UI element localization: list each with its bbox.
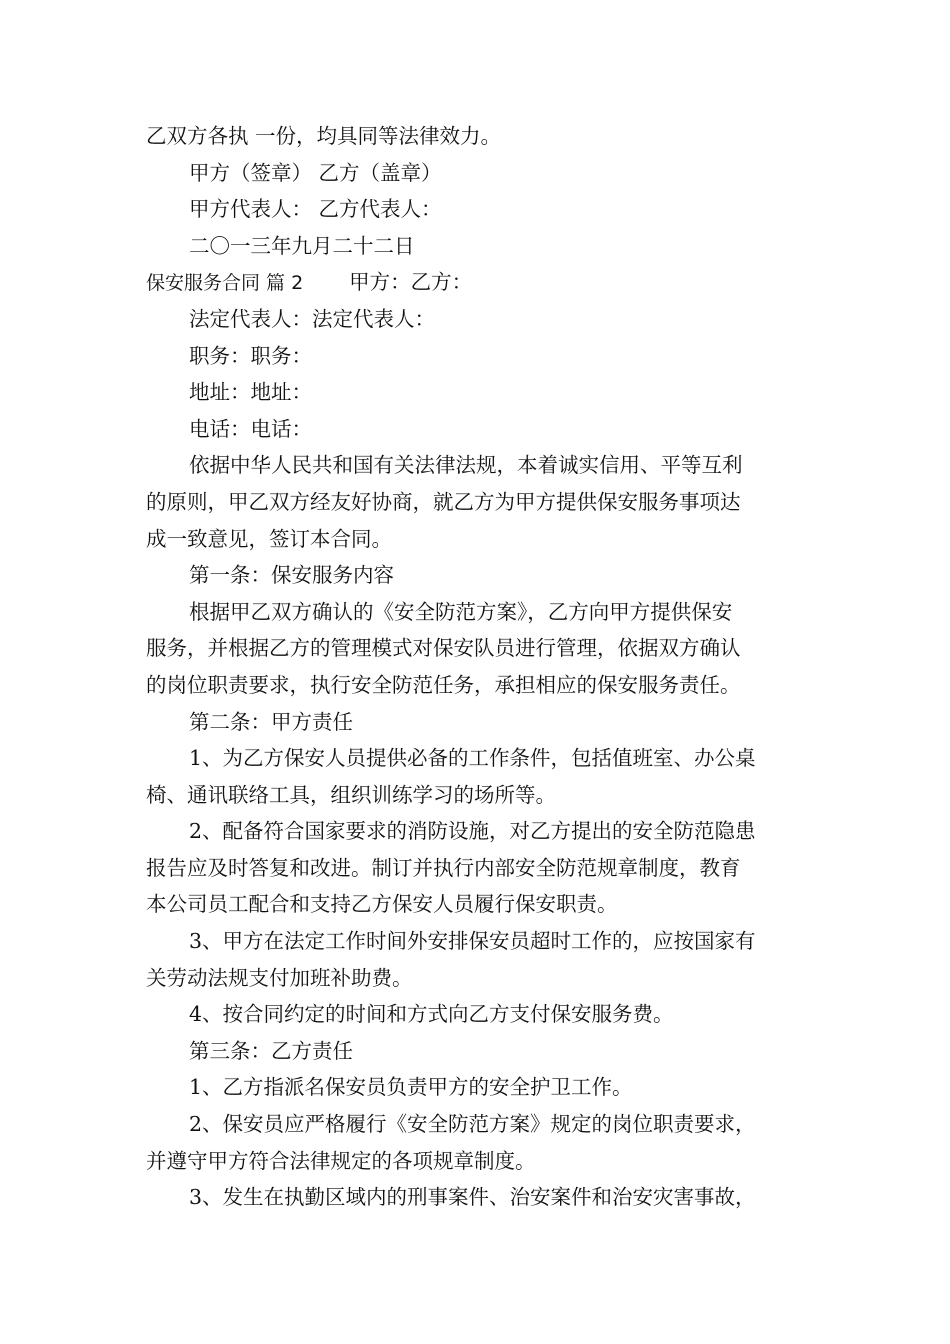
address-line: 地址：地址： bbox=[189, 380, 312, 405]
phone-line: 电话：电话： bbox=[189, 416, 312, 441]
contract-parties: 甲方：乙方： bbox=[349, 270, 473, 295]
list-item: 2、保安员应严格履行《安全防范方案》规定的岗位职责要求， bbox=[189, 1112, 756, 1137]
paragraph-line: 关劳动法规支付加班补助费。 bbox=[146, 965, 413, 990]
legal-representative-line: 法定代表人：法定代表人： bbox=[189, 306, 435, 331]
paragraph-line: 服务，并根据乙方的管理模式对保安队员进行管理，依据双方确认 bbox=[146, 636, 741, 661]
date-line: 二〇一三年九月二十二日 bbox=[189, 233, 415, 258]
signature-line: 甲方（签章） 乙方（盖章） bbox=[189, 160, 442, 185]
list-item: 4、按合同约定的时间和方式向乙方支付保安服务费。 bbox=[189, 1002, 674, 1027]
contract-title: 保安服务合同 篇 2 bbox=[146, 272, 304, 295]
paragraph-line: 椅、通讯联络工具，组织训练学习的场所等。 bbox=[146, 782, 556, 807]
paragraph-line: 依据中华人民共和国有关法律法规，本着诚实信用、平等互利 bbox=[189, 453, 743, 478]
article-heading: 第一条：保安服务内容 bbox=[189, 563, 394, 588]
list-item: 3、发生在执勤区域内的刑事案件、治安案件和治安灾害事故， bbox=[189, 1185, 756, 1210]
list-item: 1、乙方指派名保安员负责甲方的安全护卫工作。 bbox=[189, 1075, 633, 1100]
paragraph-line: 成一致意见，签订本合同。 bbox=[146, 526, 392, 551]
paragraph-line: 根据甲乙双方确认的《安全防范方案》，乙方向甲方提供保安 bbox=[189, 599, 733, 624]
paragraph-line: 乙双方各执 一份，均具同等法律效力。 bbox=[146, 124, 502, 148]
document-body bbox=[146, 118, 814, 1216]
paragraph-line: 报告应及时答复和改进。制订并执行内部安全防范规章制度，教育 bbox=[146, 855, 741, 880]
contract-heading bbox=[146, 264, 814, 301]
paragraph-line: 的原则，甲乙双方经友好协商，就乙方为甲方提供保安服务事项达 bbox=[146, 489, 741, 514]
list-item: 3、甲方在法定工作时间外安排保安员超时工作的，应按国家有 bbox=[189, 929, 756, 954]
paragraph-line: 本公司员工配合和支持乙方保安人员履行保安职责。 bbox=[146, 892, 618, 917]
list-item: 2、配备符合国家要求的消防设施，对乙方提出的安全防范隐患 bbox=[189, 819, 756, 844]
position-line: 职务：职务： bbox=[189, 343, 312, 368]
article-heading: 第三条：乙方责任 bbox=[189, 1038, 353, 1063]
paragraph-line: 并遵守甲方符合法律规定的各项规章制度。 bbox=[146, 1148, 536, 1173]
paragraph-line: 的岗位职责要求，执行安全防范任务，承担相应的保安服务责任。 bbox=[146, 672, 741, 697]
article-heading: 第二条：甲方责任 bbox=[189, 709, 353, 734]
representative-line: 甲方代表人： 乙方代表人： bbox=[189, 197, 442, 222]
list-item: 1、为乙方保安人员提供必备的工作条件，包括值班室、办公桌 bbox=[189, 746, 756, 771]
